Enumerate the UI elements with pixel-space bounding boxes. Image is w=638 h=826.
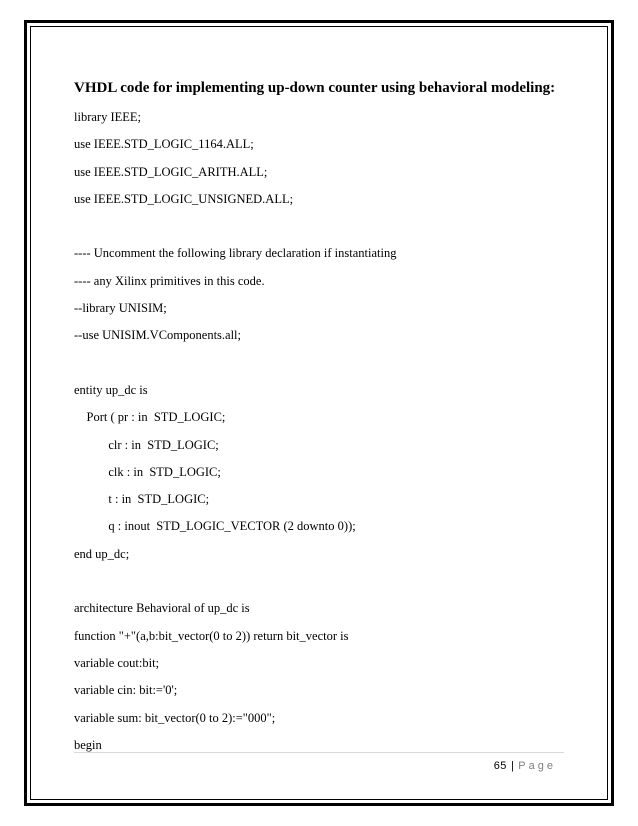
code-line: use IEEE.STD_LOGIC_1164.ALL; [74, 137, 254, 152]
code-line: library IEEE; [74, 110, 141, 124]
code-line: use IEEE.STD_LOGIC_ARITH.ALL; [74, 164, 268, 179]
page-content [74, 72, 574, 759]
code-line: t : in STD_LOGIC; [74, 492, 210, 507]
code-line: begin [74, 737, 102, 752]
section-heading: VHDL code for implementing up-down counter using behavioral modeling: [74, 80, 556, 96]
code-line: clk : in STD_LOGIC; [74, 464, 221, 479]
code-line: entity up_dc is [74, 382, 148, 397]
code-line: clr : in STD_LOGIC; [74, 437, 219, 452]
page-footer [74, 752, 564, 775]
page-number-block [494, 760, 556, 772]
code-line: ---- Uncomment the following library declaration if instantiating [74, 246, 397, 261]
code-line: Port ( pr : in STD_LOGIC; [74, 410, 226, 425]
code-line-blank [74, 350, 574, 377]
code-line: variable sum: bit_vector(0 to 2):="000"; [74, 710, 276, 725]
code-line: variable cout:bit; [74, 655, 160, 670]
code-line: use IEEE.STD_LOGIC_UNSIGNED.ALL; [74, 191, 294, 206]
code-line: architecture Behavioral of up_dc is [74, 601, 250, 616]
code-block [74, 104, 574, 759]
code-line: end up_dc; [74, 546, 130, 561]
code-line: q : inout STD_LOGIC_VECTOR (2 downto 0)); [74, 519, 356, 534]
code-line: function "+"(a,b:bit_vector(0 to 2)) return bit_vector is [74, 628, 349, 643]
code-line: variable cin: bit:='0'; [74, 683, 178, 698]
code-line-blank [74, 213, 574, 240]
page-label: Page [518, 760, 556, 772]
code-line: --library UNISIM; [74, 301, 167, 316]
code-line-blank [74, 568, 574, 595]
code-line: --use UNISIM.VComponents.all; [74, 328, 241, 343]
footer-separator: | [510, 760, 515, 772]
page-number: 65 [493, 760, 507, 772]
code-line: ---- any Xilinx primitives in this code. [74, 273, 265, 288]
